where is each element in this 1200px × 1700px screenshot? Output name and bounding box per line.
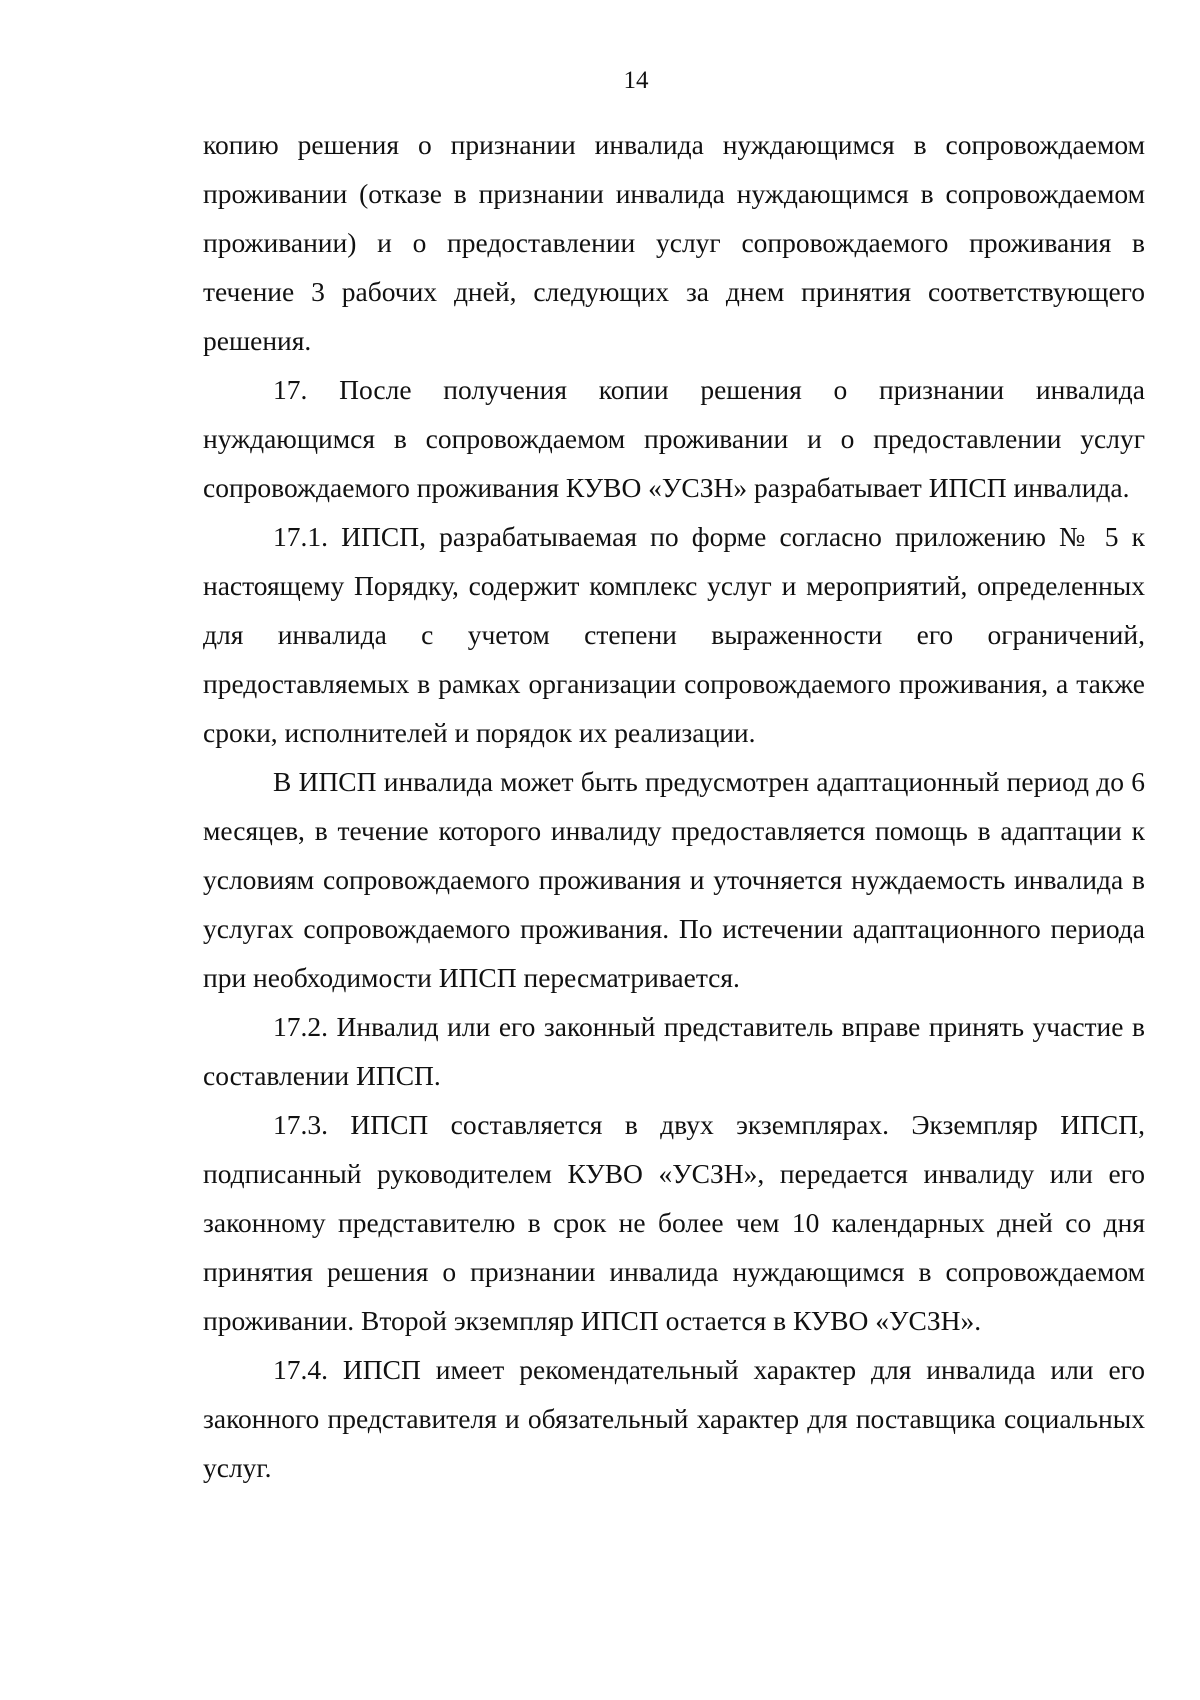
paragraph-17-2: 17.2. Инвалид или его законный представитель вправе принять участие в составлении ИПСП. [203,1011,1145,1091]
paragraph-17-4: 17.4. ИПСП имеет рекомендательный характер для инвалида или его законного представителя и обязательный характер для поставщика социальных услуг. [203,1354,1145,1483]
paragraph-adaptation-period: В ИПСП инвалида может быть предусмотрен адаптационный период до 6 месяцев, в течение которого инвалиду предоставляется помощь в адаптации к условиям сопровождаемого проживания и уточняется нуждаемость инвалида в услугах сопровождаемого проживания. По истечении адаптационного периода при необходимости ИПСП пересматривается. [203,766,1145,993]
document-body [203,120,1145,1492]
paragraph-17: 17. После получения копии решения о признании инвалида нуждающимся в сопровождаемом проживании и о предоставлении услуг сопровождаемого проживания КУВО «УСЗН» разрабатывает ИПСП инвалида. [203,374,1145,503]
paragraph-17-3: 17.3. ИПСП составляется в двух экземплярах. Экземпляр ИПСП, подписанный руководителем КУВО «УСЗН», передается инвалиду или его законному представителю в срок не более чем 10 календарных дней со дня принятия решения о признании инвалида нуждающимся в сопровождаемом проживании. Второй экземпляр ИПСП остается в КУВО «УСЗН». [203,1109,1145,1336]
paragraph-continuation: копию решения о признании инвалида нуждающимся в сопровождаемом проживании (отказе в признании инвалида нуждающимся в сопровождаемом проживании) и о предоставлении услуг сопровождаемого проживания в течение 3 рабочих дней, следующих за днем принятия соответствующего решения. [203,129,1145,356]
page-number: 14 [623,67,649,94]
paragraph-17-1: 17.1. ИПСП, разрабатываемая по форме согласно приложению № 5 к настоящему Порядку, содержит комплекс услуг и мероприятий, определенных для инвалида с учетом степени выраженности его ограничений, предоставляемых в рамках организации сопровождаемого проживания, а также сроки, исполнителей и порядок их реализации. [203,521,1145,748]
